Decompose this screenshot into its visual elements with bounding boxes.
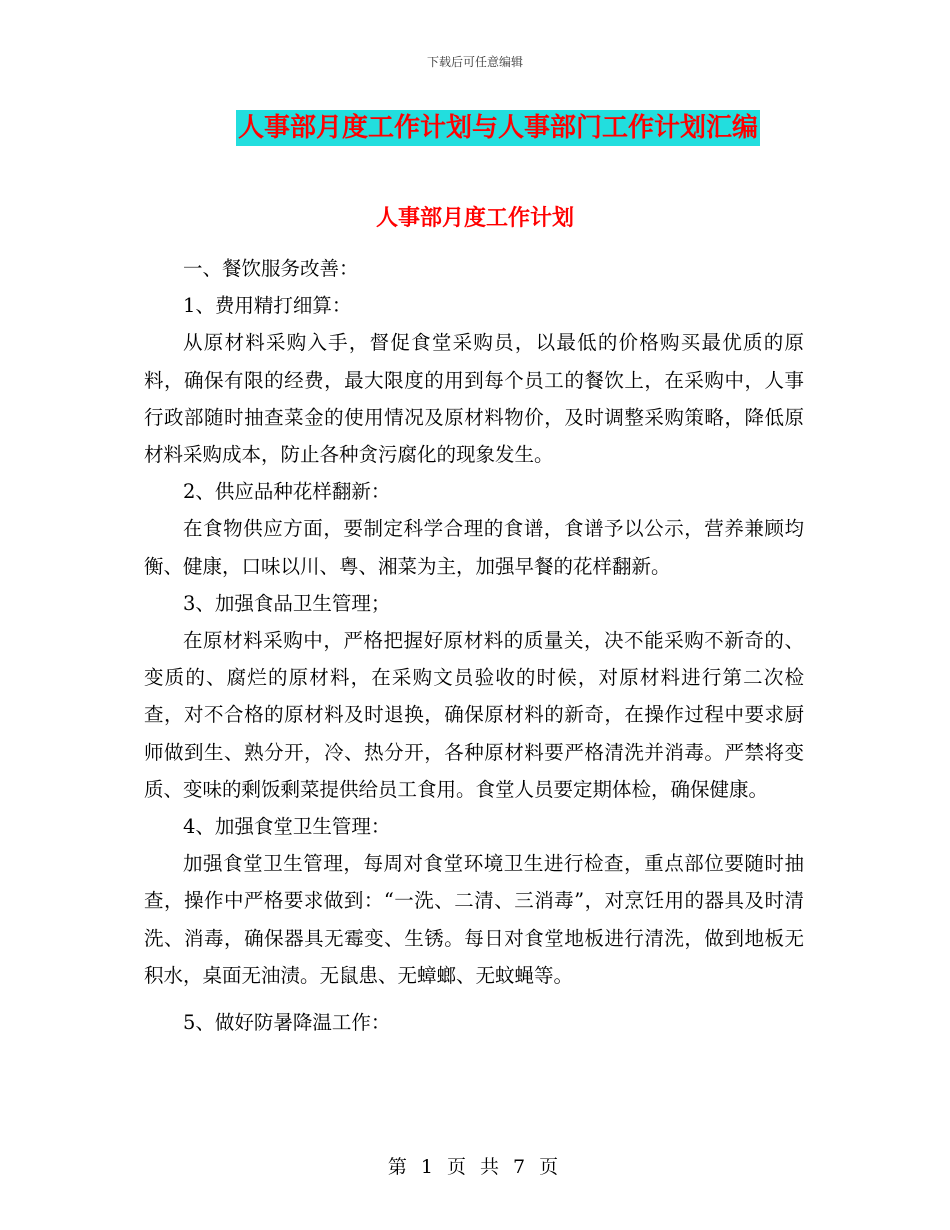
paragraph: 4、加强食堂卫生管理： bbox=[183, 815, 391, 839]
paragraph: 在食物供应方面，要制定科学合理的食谱，食谱予以公示，营养兼顾均衡、健康，口味以川、粤、湘菜为主，加强早餐的花样翻新。 bbox=[144, 517, 804, 578]
page-number: 第 1 页 共 7 页 bbox=[387, 1156, 563, 1178]
document-title-wrapper bbox=[0, 110, 950, 146]
section-title: 人事部月度工作计划 bbox=[375, 205, 574, 231]
paragraph: 一、餐饮服务改善： bbox=[183, 257, 359, 280]
paragraph: 2、供应品种花样翻新： bbox=[183, 480, 391, 504]
paragraph: 1、费用精打细算： bbox=[183, 294, 352, 318]
paragraph: 3、加强食品卫生管理； bbox=[183, 591, 391, 615]
paragraph: 加强食堂卫生管理，每周对食堂环境卫生进行检查，重点部位要随时抽查，操作中严格要求做到：“一洗、二清、三消毒”，对烹饪用的器具及时清洗、消毒，确保器具无霉变、生锈。每日对食堂地板进行清洗，做到地板无积水，桌面无油渍。无鼠患、无蟑螂、无蚊蝇等。 bbox=[144, 852, 804, 987]
paragraph: 在原材料采购中，严格把握好原材料的质量关，决不能采购不新奇的、变质的、腐烂的原材料，在采购文员验收的时候，对原材料进行第二次检查，对不合格的原材料及时退换，确保原材料的新奇，在操作过程中要求厨师做到生、熟分开，冷、热分开，各种原材料要严格清洗并消毒。严禁将变质、变味的剩饭剩菜提供给员工食用。食堂人员要定期体检，确保健康。 bbox=[144, 629, 804, 801]
document-body bbox=[144, 250, 804, 1041]
header-note: 下载后可任意编辑 bbox=[426, 55, 523, 69]
document-title: 人事部月度工作计划与人事部门工作计划汇编 bbox=[236, 110, 760, 146]
paragraph: 5、做好防暑降温工作： bbox=[183, 1011, 391, 1035]
paragraph: 从原材料采购入手，督促食堂采购员，以最低的价格购买最优质的原料，确保有限的经费，最大限度的用到每个员工的餐饮上，在采购中，人事行政部随时抽查菜金的使用情况及原材料物价，及时调整采购策略，降低原材料采购成本，防止各种贪污腐化的现象发生。 bbox=[144, 331, 804, 467]
